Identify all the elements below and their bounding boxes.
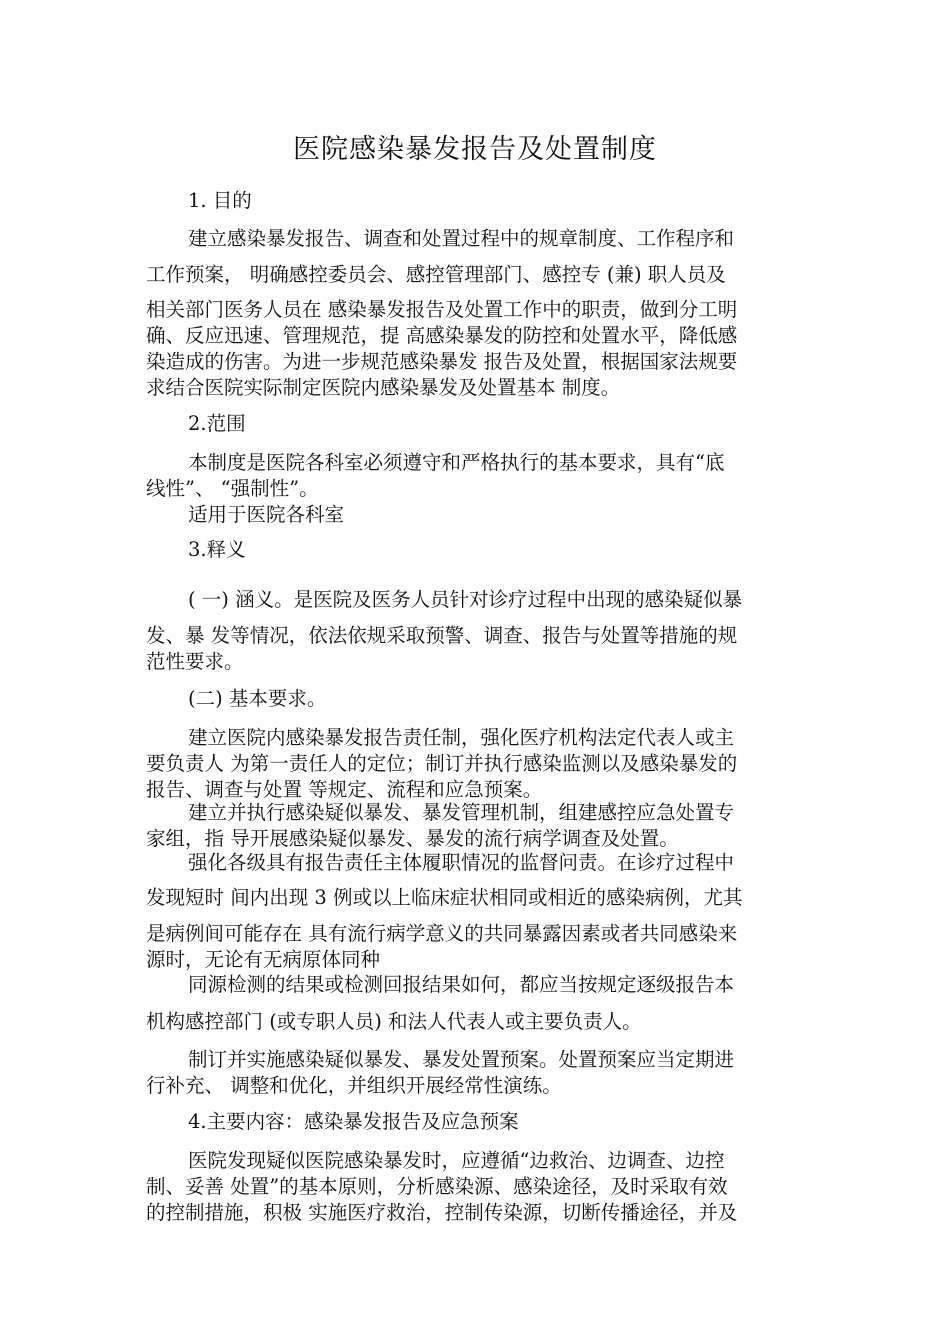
paragraph-line: 本制度是医院各科室必须遵守和严格执行的基本要求，具有“底	[188, 451, 725, 474]
paragraph-line: 机构感控部门 (或专职人员) 和法人代表人或主要负责人。	[146, 1010, 642, 1033]
paragraph-line: 源时，无论有无病原体同种	[146, 948, 381, 971]
document-title: 医院感染暴发报告及处置制度	[293, 134, 657, 165]
subheading-basic-requirements: (二) 基本要求。	[188, 687, 327, 710]
paragraph-line: 医院发现疑似医院感染暴发时，应遵循“边救治、边调查、边控	[188, 1149, 725, 1172]
paragraph-line: 范性要求。	[146, 650, 244, 673]
paragraph-line: 求结合医院实际制定医院内感染暴发及处置基本 制度。	[146, 376, 621, 399]
paragraph-line: 线性”、 “强制性”。	[146, 477, 319, 500]
paragraph-line: 建立并执行感染疑似暴发、暴发管理机制，组建感控应急处置专	[188, 801, 735, 824]
paragraph-line: 工作预案， 明确感控委员会、感控管理部门、感控专 (兼) 职人员及	[146, 263, 726, 286]
paragraph-line: 是病例间可能存在 具有流行病学意义的共同暴露因素或者共同感染来	[146, 922, 738, 945]
paragraph-line: 要负责人 为第一责任人的定位；制订并执行感染监测以及感染暴发的	[146, 752, 738, 775]
paragraph-line: 建立感染暴发报告、调查和处置过程中的规章制度、工作程序和	[188, 227, 735, 250]
paragraph-line: 强化各级具有报告责任主体履职情况的监督问责。在诊疗过程中	[188, 851, 735, 874]
paragraph-line: 的控制措施，积极 实施医疗救治，控制传染源，切断传播途径，并及	[146, 1201, 738, 1224]
paragraph-line: 行补充、 调整和优化，并组织开展经常性演练。	[146, 1074, 562, 1097]
paragraph-line: 染造成的伤害。为进一步规范感染暴发 报告及处置，根据国家法规要	[146, 350, 738, 373]
paragraph-line: 建立医院内感染暴发报告责任制，强化医疗机构法定代表人或主	[188, 726, 735, 749]
paragraph-line: 制订并实施感染疑似暴发、暴发处置预案。处置预案应当定期进	[188, 1048, 735, 1071]
paragraph-line: 确、反应迅速、管理规范，提 高感染暴发的防控和处置水平，降低感	[146, 324, 738, 347]
paragraph-line: 发、暴 发等情况，依法依规采取预警、调查、报告与处置等措施的规	[146, 624, 738, 647]
paragraph-line: 制、妥善 处置”的基本原则，分析感染源、感染途径，及时采取有效	[146, 1175, 728, 1198]
paragraph-line: 发现短时 间内出现 3 例或以上临床症状相同或相近的感染病例，尤其	[146, 886, 743, 909]
heading-scope: 2.范围	[188, 412, 246, 435]
paragraph-line: 适用于医院各科室	[188, 503, 345, 526]
paragraph-line: 同源检测的结果或检测回报结果如何，都应当按规定逐级报告本	[188, 973, 735, 996]
heading-purpose: 1. 目的	[188, 189, 252, 212]
paragraph-line: 报告、调查与处置 等规定、流程和应急预案。	[146, 778, 543, 801]
heading-definitions: 3.释义	[188, 538, 246, 561]
paragraph-line: ( 一) 涵义。是医院及医务人员针对诊疗过程中出现的感染疑似暴	[188, 588, 743, 611]
paragraph-line: 相关部门医务人员在 感染暴发报告及处置工作中的职责，做到分工明	[146, 298, 738, 321]
heading-main-content: 4.主要内容：感染暴发报告及应急预案	[188, 1110, 519, 1133]
paragraph-line: 家组，指 导开展感染疑似暴发、暴发的流行病学调查及处置。	[146, 827, 679, 850]
